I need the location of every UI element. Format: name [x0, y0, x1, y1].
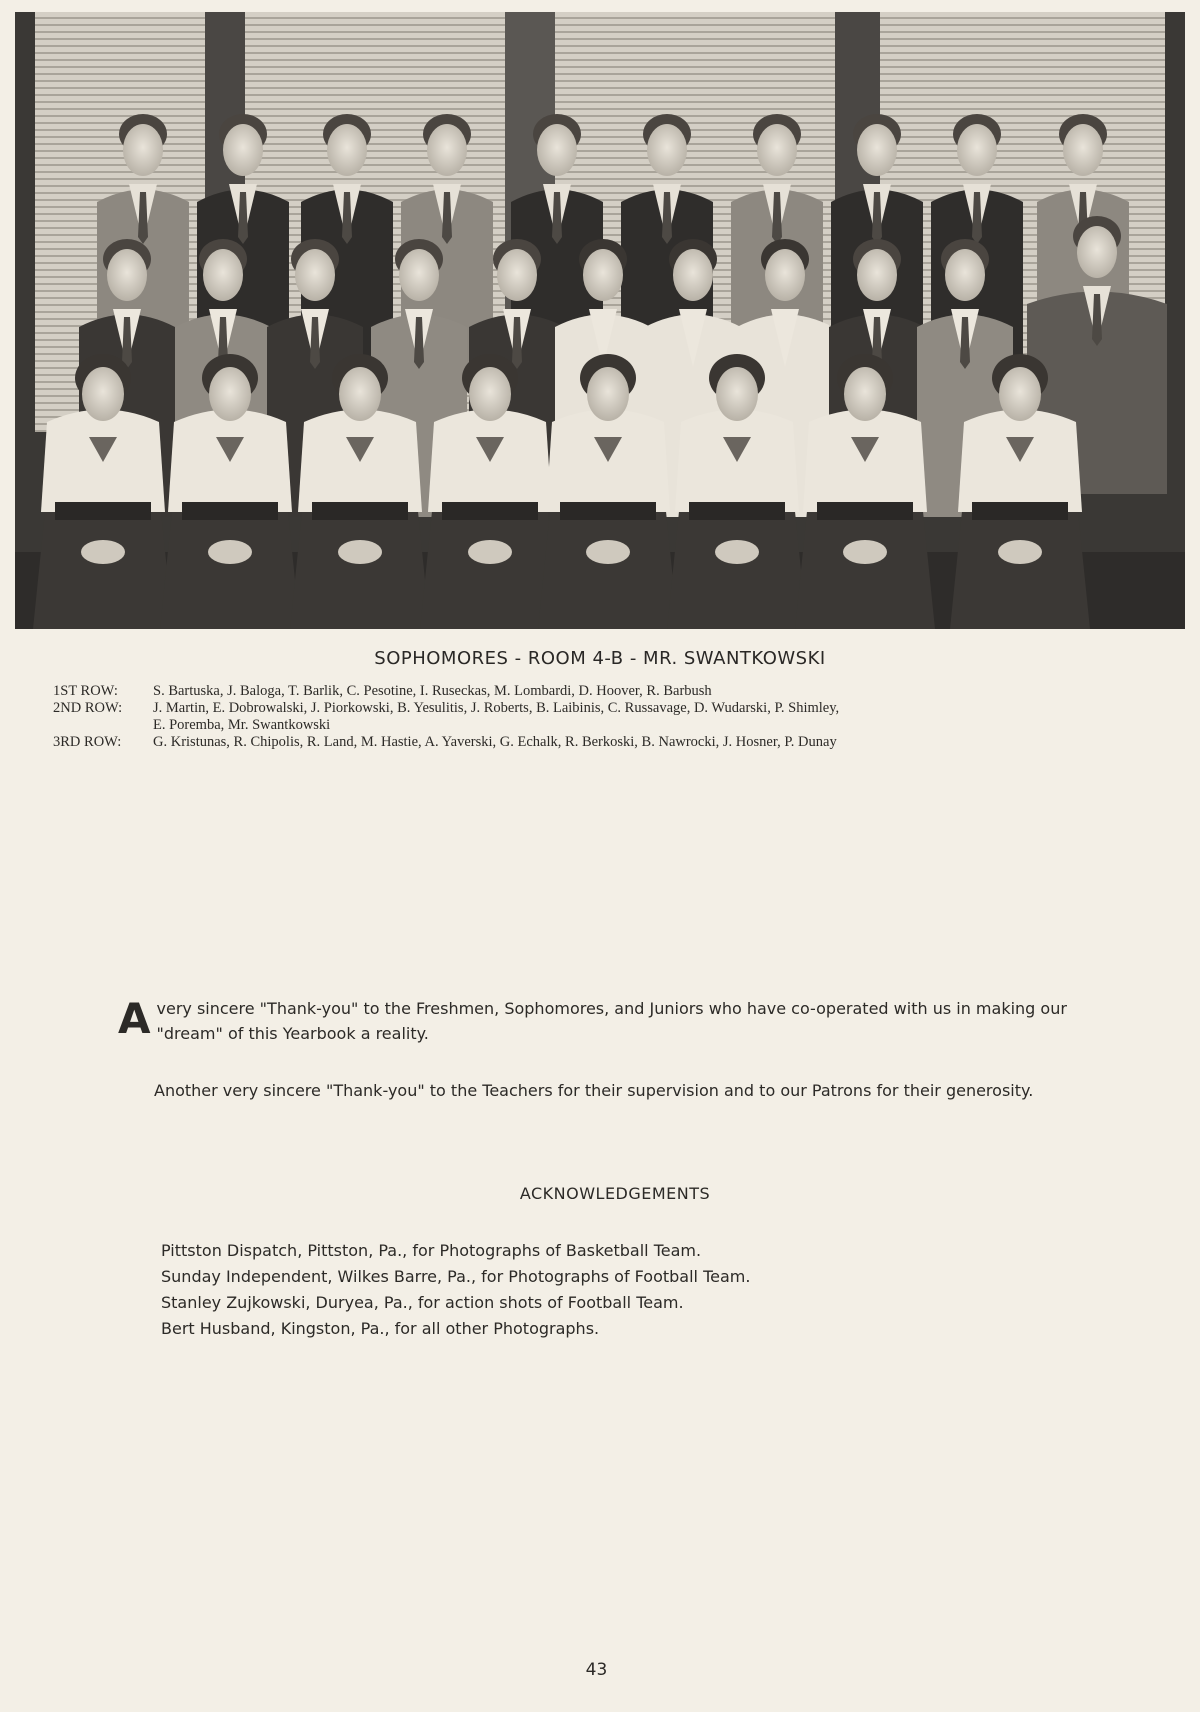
row-label: 2ND ROW: [53, 700, 123, 716]
page-number: 43 [585, 1660, 608, 1680]
list-item: Bert Husband, Kingston, Pa., for all other Photographs. [161, 1319, 600, 1338]
drop-cap: A [118, 994, 151, 1043]
row-names: J. Martin, E. Dobrowalski, J. Piorkowski, B. Yesulitis, J. Roberts, B. Laibinis, C. Russavage, D. Wudarski, P. Shimley, [153, 700, 840, 716]
row-line [53, 700, 1143, 717]
photo-illustration [15, 12, 1185, 629]
row-names: E. Poremba, Mr. Swantkowski [153, 717, 331, 733]
list-item: Sunday Independent, Wilkes Barre, Pa., for Photographs of Football Team. [161, 1267, 751, 1286]
row-line [53, 683, 1143, 700]
thanks-paragraph-1 [118, 996, 1098, 1046]
row-names: S. Bartuska, J. Baloga, T. Barlik, C. Pesotine, I. Ruseckas, M. Lombardi, D. Hoover, R. Barbush [153, 683, 712, 699]
row-line [53, 717, 1143, 734]
list-item: Pittston Dispatch, Pittston, Pa., for Photographs of Basketball Team. [161, 1241, 702, 1260]
row-names: G. Kristunas, R. Chipolis, R. Land, M. Hastie, A. Yaverski, G. Echalk, R. Berkoski, B. Nawrocki, J. Hosner, P. Dunay [153, 734, 837, 750]
acknowledgements-list [161, 1238, 1061, 1342]
list-item: Stanley Zujkowski, Duryea, Pa., for action shots of Football Team. [161, 1293, 684, 1312]
row-label [53, 717, 153, 734]
acknowledgements-title: ACKNOWLEDGEMENTS [519, 1184, 711, 1203]
row-line [53, 734, 1143, 751]
row-label: 3RD ROW: [53, 734, 122, 750]
name-rows [53, 683, 1143, 751]
thanks-text-1: very sincere "Thank-you" to the Freshmen, Sophomores, and Juniors who have co-operated with us in making our "dream" of this Yearbook a reality. [156, 999, 1067, 1043]
thanks-paragraph-2: Another very sincere "Thank-you" to the Teachers for their supervision and to our Patrons for their generosity. [154, 1081, 1034, 1100]
photo-caption-title: SOPHOMORES - ROOM 4-B - MR. SWANTKOWSKI [374, 648, 826, 669]
class-group-photo [15, 12, 1185, 629]
row-label: 1ST ROW: [53, 683, 118, 699]
